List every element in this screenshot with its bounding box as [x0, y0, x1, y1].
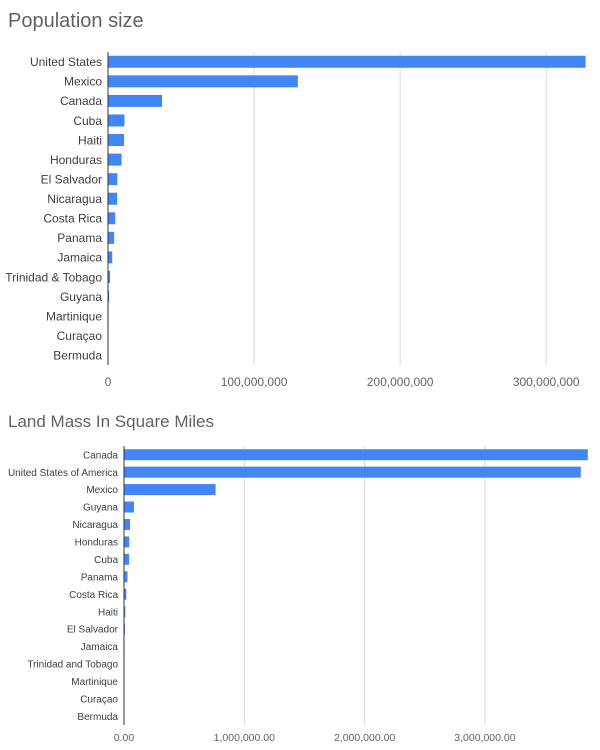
category-label: Bermuda — [53, 348, 102, 363]
tick-label: 2,000,000.00 — [333, 732, 396, 744]
tick-label: 0.00 — [113, 732, 135, 744]
category-label: Nicaragua — [47, 192, 102, 207]
category-label: Mexico — [63, 74, 102, 89]
category-label: Trinidad and Tobago — [27, 659, 118, 671]
tick-label: 3,000,000.00 — [454, 732, 516, 744]
category-label: United States — [29, 55, 102, 70]
category-label: Honduras — [74, 537, 118, 549]
bar — [124, 571, 128, 582]
chart-title: Land Mass In Square Miles — [8, 412, 214, 431]
category-label: Martinique — [45, 309, 102, 324]
bar — [124, 467, 581, 478]
category-label: Haiti — [97, 607, 118, 619]
bar — [108, 251, 112, 263]
category-label: Panama — [57, 231, 102, 246]
bar — [124, 519, 130, 530]
bar — [108, 232, 114, 244]
category-label: Jamaica — [80, 642, 118, 654]
category-label: Bermuda — [77, 711, 118, 723]
bar — [124, 449, 588, 460]
bar — [108, 95, 162, 107]
category-label: Canada — [59, 94, 102, 109]
category-label: United States of America — [7, 467, 118, 479]
category-label: Costa Rica — [69, 589, 118, 601]
category-label: Canada — [82, 450, 118, 462]
category-label: Nicaragua — [72, 520, 118, 532]
category-label: Costa Rica — [43, 211, 102, 226]
category-label: Guyana — [82, 502, 118, 514]
category-label: Guyana — [59, 289, 102, 304]
category-label: Martinique — [71, 677, 118, 689]
bar — [108, 212, 115, 224]
tick-label: 200,000,000 — [366, 375, 434, 389]
category-label: Trinidad & Tobago — [5, 270, 102, 285]
bar — [124, 536, 129, 547]
category-label: Jamaica — [57, 250, 102, 265]
category-label: Cuba — [94, 554, 118, 566]
bar — [108, 193, 117, 205]
category-label: Cuba — [73, 113, 102, 128]
category-label: Curaçao — [56, 328, 102, 343]
land-mass-chart — [0, 405, 600, 750]
category-label: Panama — [80, 572, 118, 584]
bar — [124, 502, 134, 513]
category-label: Honduras — [49, 152, 102, 167]
bar — [108, 154, 122, 166]
bar — [108, 114, 125, 126]
bar — [108, 134, 124, 146]
tick-label: 0 — [104, 375, 112, 389]
bar — [108, 75, 298, 87]
chart-title: Population size — [8, 10, 144, 32]
category-label: Mexico — [86, 485, 118, 497]
bar — [108, 56, 586, 68]
bar — [124, 554, 129, 565]
land-mass-bar-plot — [0, 405, 600, 750]
tick-label: 1,000,000.00 — [213, 732, 275, 744]
category-label: Curaçao — [80, 694, 118, 706]
bar — [108, 173, 117, 185]
tick-label: 300,000,000 — [512, 375, 580, 389]
category-label: Haiti — [77, 133, 102, 148]
category-label: El Salvador — [66, 624, 118, 636]
category-label: El Salvador — [40, 172, 102, 187]
tick-label: 100,000,000 — [220, 375, 288, 389]
bar — [124, 484, 216, 495]
